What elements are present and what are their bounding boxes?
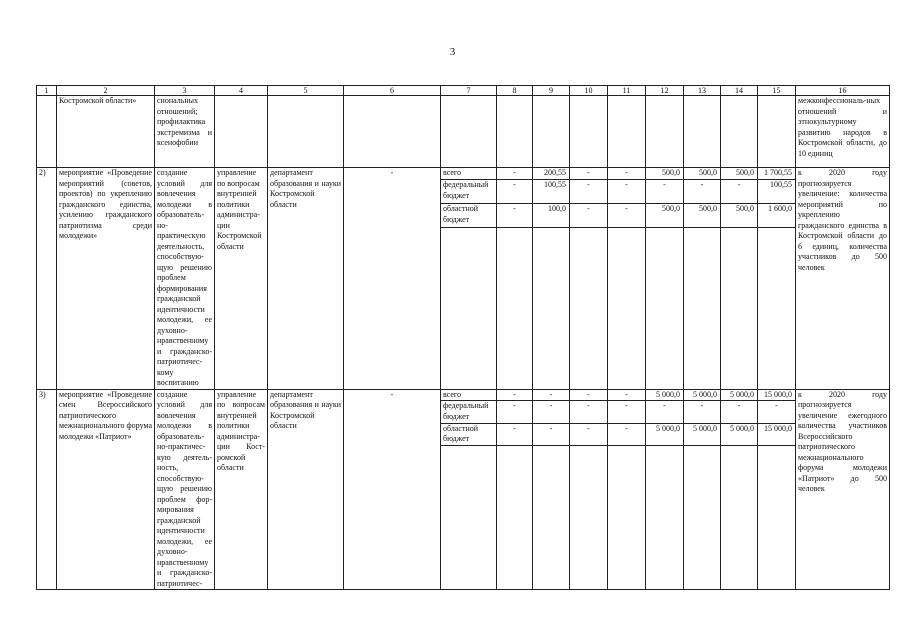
header-cell: 12 [646, 86, 684, 96]
funding-source-label: областной бюджет [441, 423, 497, 446]
header-cell: 3 [155, 86, 215, 96]
value-cell: - [721, 180, 758, 204]
table-cell [215, 96, 268, 168]
table-cell [441, 227, 497, 389]
continuation-row [37, 96, 890, 168]
header-cell: 15 [758, 86, 796, 96]
value-cell: 100,55 [533, 180, 570, 204]
table-cell [721, 227, 758, 389]
table-cell [570, 446, 608, 590]
value-cell: - [608, 168, 646, 180]
table-cell [441, 446, 497, 590]
goal-cell: создание условий для вовлечения молодежи в образователь-но-практичес-кую деятель-ность, способствую-щую решению проблем фор-мирования гражданской идентичности молодежи, ее духовно-нравственному и гражданско-патриотичес- [155, 389, 215, 590]
value-cell: - [570, 180, 608, 204]
table-cell [608, 227, 646, 389]
value-cell: 500,0 [721, 168, 758, 180]
value-cell: 15 000,0 [758, 389, 796, 401]
value-cell: - [570, 389, 608, 401]
table-cell [721, 446, 758, 590]
value-cell: - [570, 401, 608, 424]
table-cell [441, 96, 497, 168]
header-cell: 9 [533, 86, 570, 96]
table-cell [268, 96, 344, 168]
table-cell [721, 96, 758, 168]
goal-cell: сиональных отношений; профилактика экстремизма и ксенофобии [155, 96, 215, 168]
result-cell: к 2020 году прогнозируется увеличение: количества мероприятий по укреплению гражданского единства в Костромской области до 6 единиц, количества участников до 500 человек [796, 168, 890, 390]
header-cell: 2 [57, 86, 155, 96]
result-cell: межконфессиональ-ных отношений и этнокультурному развитию народов в Костромской области, до 10 единиц [796, 96, 890, 168]
value-cell: - [497, 423, 533, 446]
page-number: 3 [449, 46, 456, 58]
value-cell: - [608, 389, 646, 401]
value-cell: 5 000,0 [684, 423, 721, 446]
funding-source-label: всего [441, 389, 497, 401]
header-cell: 5 [268, 86, 344, 96]
table-cell [758, 446, 796, 590]
header-cell: 6 [344, 86, 441, 96]
table-cell [37, 96, 57, 168]
value-cell: 15 000,0 [758, 423, 796, 446]
value-cell: 5 000,0 [721, 423, 758, 446]
table-cell [497, 227, 533, 389]
header-cell: 4 [215, 86, 268, 96]
table-cell [684, 96, 721, 168]
table-cell [533, 96, 570, 168]
activity-name-cell: мероприятие «Проведение мероприятий (советов, проектов) по укреплению гражданского единства, усилению гражданского патриотизма среди молодежи» [57, 168, 155, 390]
value-cell: 5 000,0 [684, 389, 721, 401]
responsible-cell: управление по вопросам внутренней политики администра-ции Костромской области [215, 168, 268, 390]
table-cell [533, 446, 570, 590]
goal-cell: создание условий для вовлечения молодежи в образователь-но-практическую деятельность, способствую-щую решению проблем формирования гражданской идентичности молодежи, ее духовно-нравственному и гражданско-патриотичес-кому воспитанию [155, 168, 215, 390]
header-cell: 7 [441, 86, 497, 96]
table-cell [646, 446, 684, 590]
value-cell: 500,0 [646, 168, 684, 180]
funding-source-label: федеральный бюджет [441, 180, 497, 204]
table-cell: - [344, 389, 441, 590]
value-cell: - [646, 180, 684, 204]
table-cell [608, 446, 646, 590]
value-cell: - [608, 204, 646, 228]
value-cell: - [533, 389, 570, 401]
table-cell [497, 96, 533, 168]
coexecutor-cell: департамент образования и науки Костромской области [268, 168, 344, 390]
header-cell: 14 [721, 86, 758, 96]
header-cell: 1 [37, 86, 57, 96]
table-cell [758, 96, 796, 168]
value-cell: 500,0 [684, 204, 721, 228]
value-cell: - [497, 168, 533, 180]
row-number: 2) [37, 168, 57, 390]
table-cell [646, 227, 684, 389]
header-cell: 16 [796, 86, 890, 96]
row-number: 3) [37, 389, 57, 590]
value-cell: 1 600,0 [758, 204, 796, 228]
table-cell [344, 96, 441, 168]
header-cell: 10 [570, 86, 608, 96]
value-cell: 200,55 [533, 168, 570, 180]
header-cell: 13 [684, 86, 721, 96]
header-row [37, 86, 890, 96]
value-cell: 100,0 [533, 204, 570, 228]
value-cell: - [684, 180, 721, 204]
value-cell: 1 700,55 [758, 168, 796, 180]
value-cell: 500,0 [721, 204, 758, 228]
value-cell: - [497, 180, 533, 204]
value-cell: - [608, 180, 646, 204]
value-cell: - [608, 401, 646, 424]
header-cell: 11 [608, 86, 646, 96]
value-cell: - [497, 401, 533, 424]
value-cell: - [684, 401, 721, 424]
value-cell: 5 000,0 [721, 389, 758, 401]
activity-name-cell: Костромской области» [57, 96, 155, 168]
value-cell: 500,0 [646, 204, 684, 228]
table-row [37, 168, 890, 180]
table-cell [684, 446, 721, 590]
table-cell [684, 227, 721, 389]
value-cell: - [570, 423, 608, 446]
table-cell [570, 227, 608, 389]
value-cell: - [608, 423, 646, 446]
table-row [37, 389, 890, 401]
funding-source-label: областной бюджет [441, 204, 497, 228]
table-cell [533, 227, 570, 389]
table-cell [646, 96, 684, 168]
result-cell: к 2020 году прогнозируется увеличение ежегодного количества участников Всероссийского патриотического межнационального форума молодежи «Патриот» до 500 человек [796, 389, 890, 590]
funding-source-label: всего [441, 168, 497, 180]
value-cell: 500,0 [684, 168, 721, 180]
coexecutor-cell: департамент образования и науки Костромской области [268, 389, 344, 590]
value-cell: - [570, 204, 608, 228]
program-table [36, 85, 890, 590]
table-cell [758, 227, 796, 389]
value-cell: 100,55 [758, 180, 796, 204]
table-cell: - [344, 168, 441, 390]
funding-source-label: федеральный бюджет [441, 401, 497, 424]
table-cell [608, 96, 646, 168]
value-cell: - [497, 204, 533, 228]
table-cell [570, 96, 608, 168]
value-cell: - [497, 389, 533, 401]
value-cell: - [533, 401, 570, 424]
value-cell: 5 000,0 [646, 389, 684, 401]
header-cell: 8 [497, 86, 533, 96]
activity-name-cell: мероприятие «Проведение смен Всероссийского патриотического межнационального форума молодежи «Патриот» [57, 389, 155, 590]
value-cell: - [758, 401, 796, 424]
table-cell [497, 446, 533, 590]
value-cell: - [533, 423, 570, 446]
value-cell: - [721, 401, 758, 424]
value-cell: - [570, 168, 608, 180]
responsible-cell: управление по вопросам внутренней политики администра-ции Кост-ромской области [215, 389, 268, 590]
value-cell: - [646, 401, 684, 424]
value-cell: 5 000,0 [646, 423, 684, 446]
